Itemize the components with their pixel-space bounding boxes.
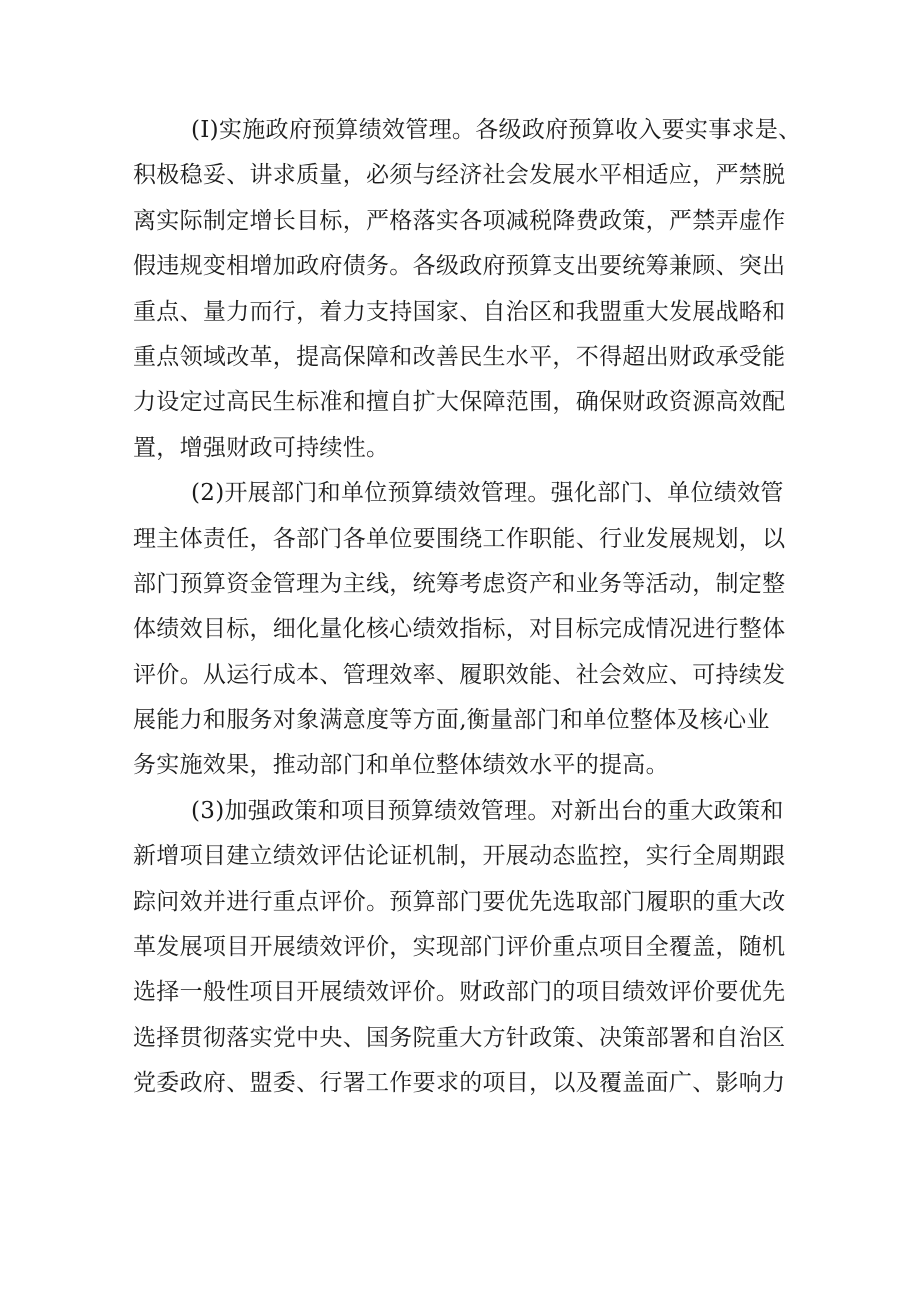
paragraph-line: 党委政府、盟委、行署工作要求的项目，以及覆盖面广、影响力	[133, 1070, 786, 1097]
paragraph-line: 部门预算资金管理为主线，统筹考虑资产和业务等活动，制定整	[133, 570, 786, 597]
paragraph-line: 假违规变相增加政府债务。各级政府预算支出要统筹兼顾、突出	[133, 253, 786, 280]
paragraph-1	[133, 108, 802, 471]
paragraph-line: 踪问效并进行重点评价。预算部门要优先选取部门履职的重大改	[133, 888, 786, 915]
paragraph-line: 置，增强财政可持续性。	[133, 434, 390, 461]
paragraph-line: 理主体责任，各部门各单位要围绕工作职能、行业发展规划，以	[133, 525, 786, 552]
paragraph-line: 革发展项目开展绩效评价，实现部门评价重点项目全覆盖，随机	[133, 934, 786, 961]
paragraph-3	[133, 789, 798, 1107]
paragraph-line: 务实施效果，推动部门和单位整体绩效水平的提高。	[133, 752, 669, 779]
paragraph-line: 离实际制定增长目标，严格落实各项减税降费政策，严禁弄虚作	[133, 207, 786, 234]
paragraph-line: (2)开展部门和单位预算绩效管理。强化部门、单位绩效管	[191, 480, 784, 507]
paragraph-line: 新增项目建立绩效评估论证机制，开展动态监控，实行全周期跟	[133, 843, 786, 870]
paragraph-line: (I)实施政府预算绩效管理。各级政府预算收入要实事求是、	[191, 117, 802, 143]
paragraph-line: 重点、量力而行，着力支持国家、自治区和我盟重大发展战略和	[133, 298, 786, 325]
paragraph-line: 评价。从运行成本、管理效率、履职效能、社会效应、可持续发	[133, 661, 786, 688]
paragraph-line: 展能力和服务对象满意度等方面,衡量部门和单位整体及核心业	[133, 707, 770, 734]
paragraph-line: 积极稳妥、讲求质量，必须与经济社会发展水平相适应，严禁脱	[133, 162, 786, 189]
paragraph-line: (3)加强政策和项目预算绩效管理。对新出台的重大政策和	[191, 797, 784, 824]
paragraph-line: 力设定过高民生标准和擅自扩大保障范围，确保财政资源高效配	[133, 389, 786, 416]
document-body	[133, 108, 802, 1107]
paragraph-line: 选择一般性项目开展绩效评价。财政部门的项目绩效评价要优先	[133, 979, 786, 1006]
paragraph-line: 重点领域改革，提高保障和改善民生水平，不得超出财政承受能	[133, 343, 786, 370]
paragraph-2	[133, 471, 798, 789]
paragraph-line: 体绩效目标，细化量化核心绩效指标，对目标完成情况进行整体	[133, 616, 786, 643]
paragraph-line: 选择贯彻落实党中央、国务院重大方针政策、决策部署和自治区	[133, 1024, 786, 1051]
